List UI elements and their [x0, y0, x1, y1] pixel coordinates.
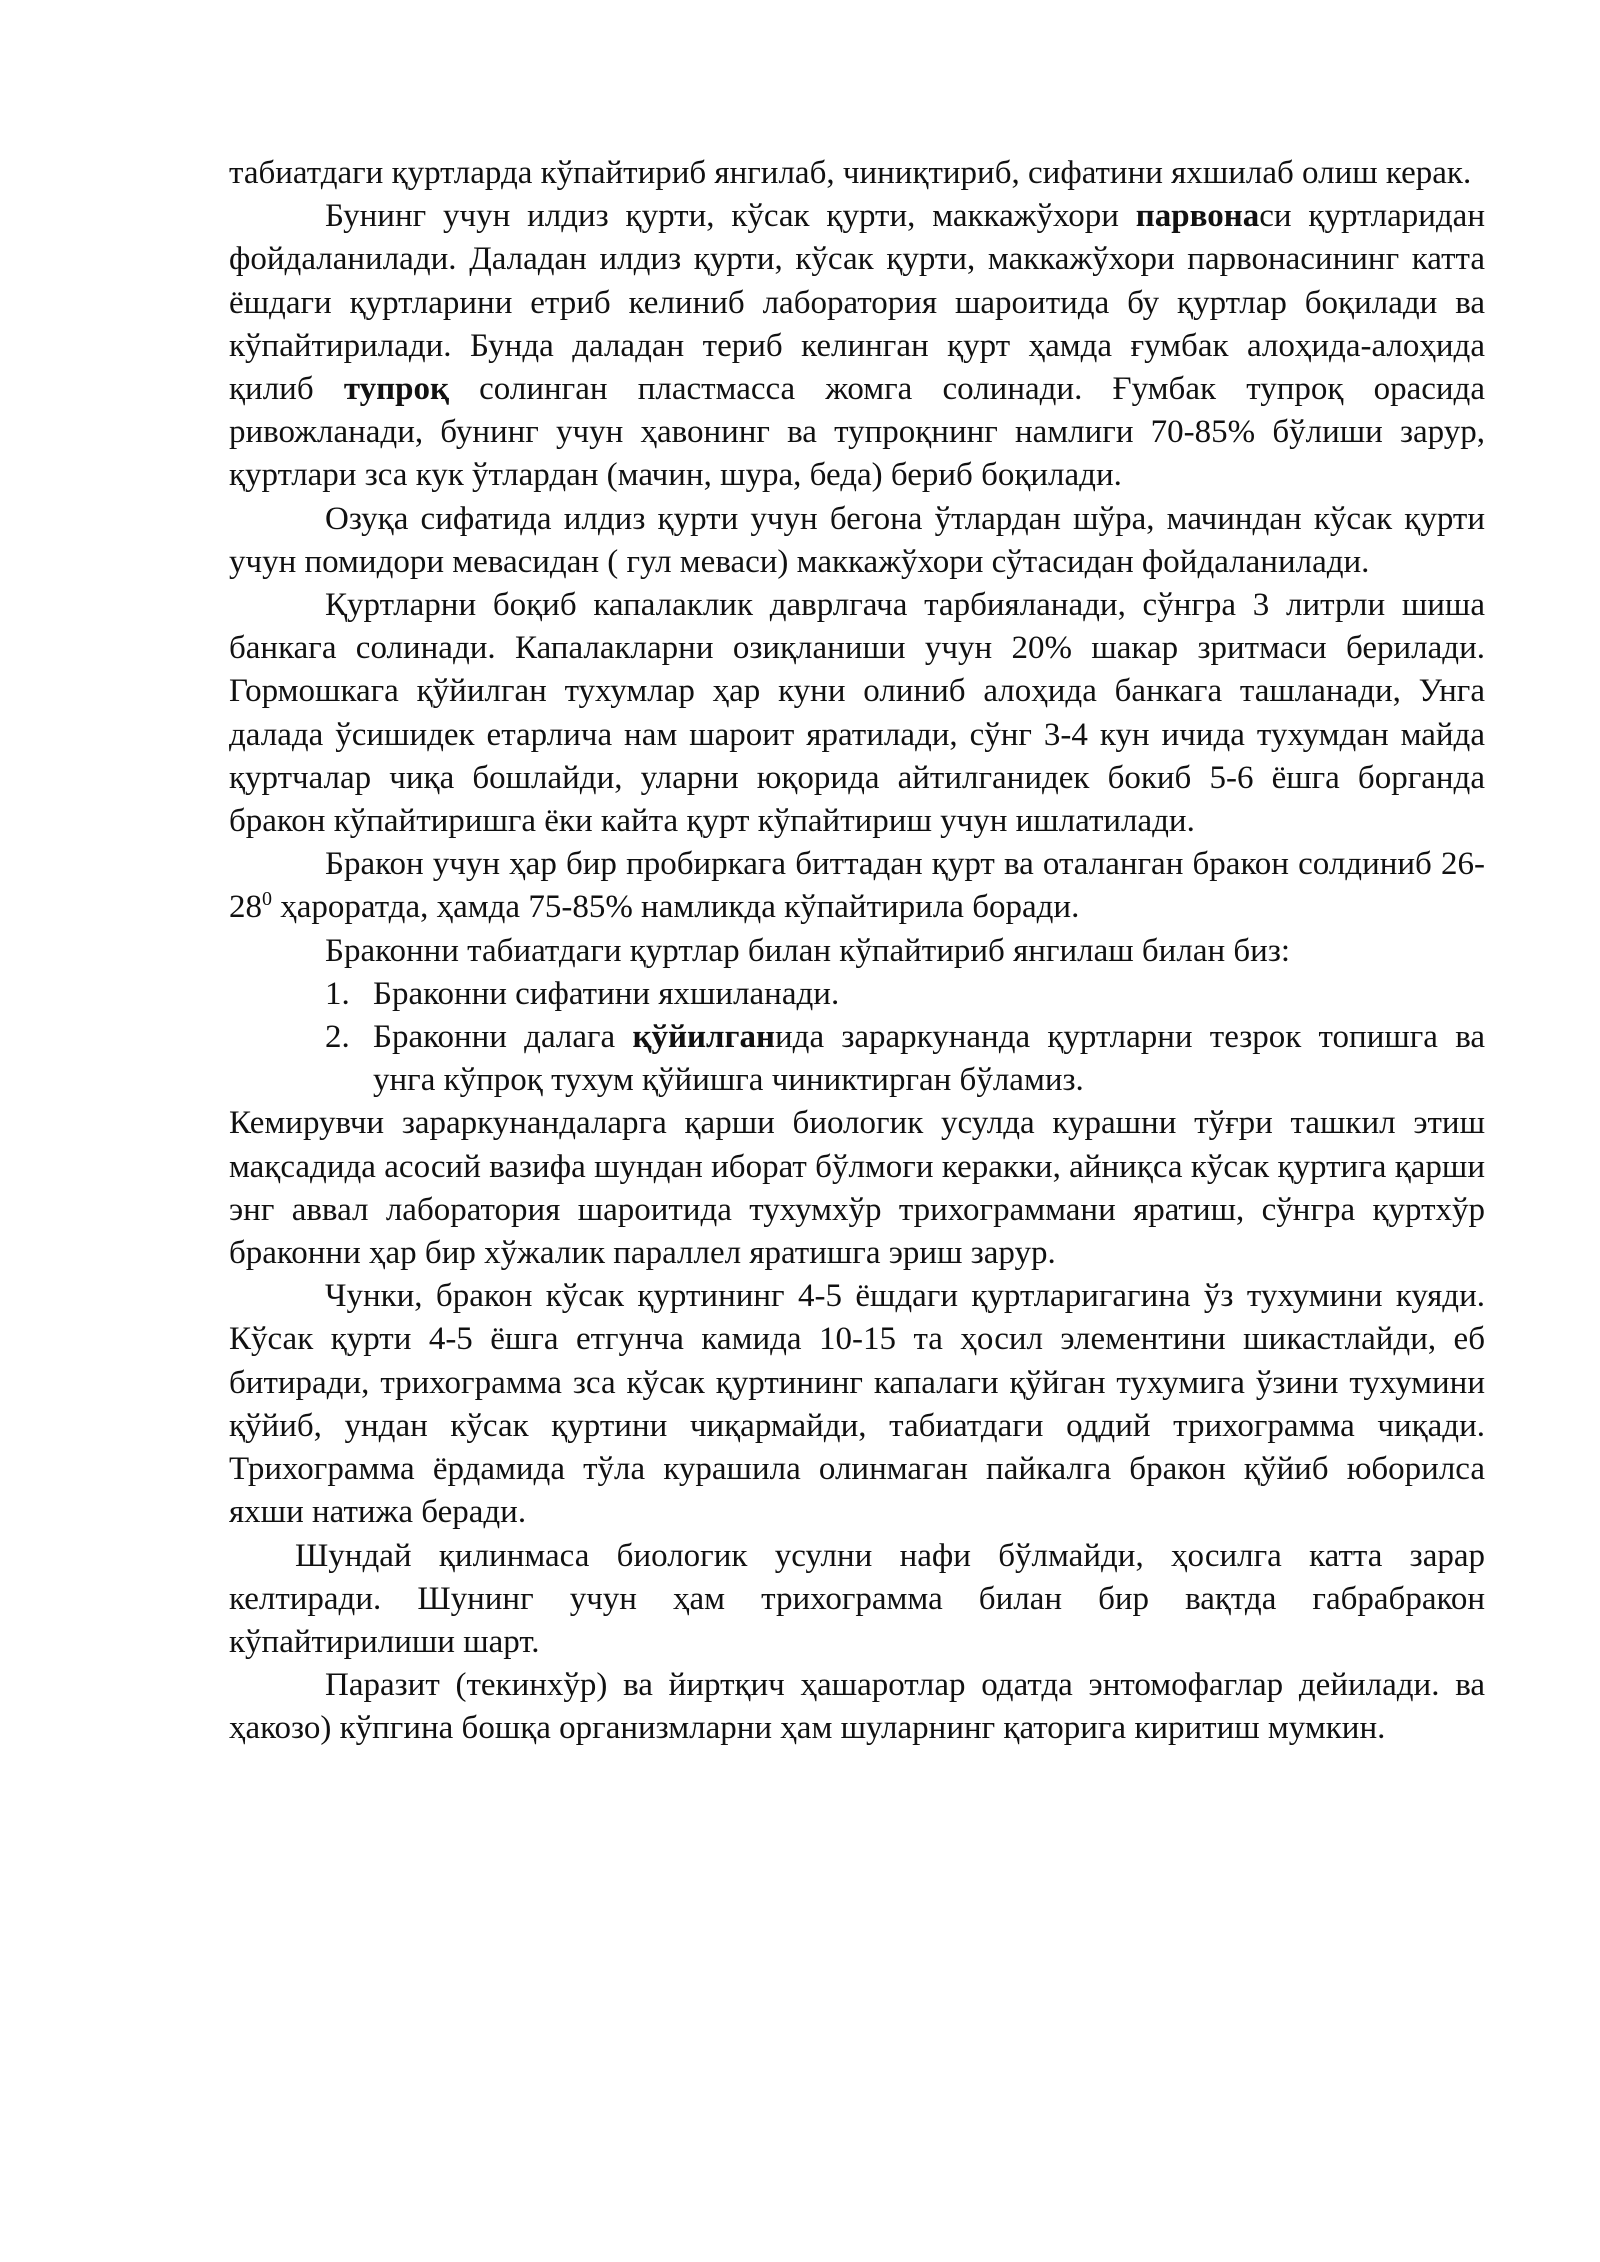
list-item-text-b: ида зараркунанда қуртларни тезрок топишга ва унга кўпроқ тухум қўйишга чиниктирган бўламиз. — [373, 1019, 1485, 1099]
paragraph-5-text-a: Бракон учун ҳар бир пробиркага биттадан қурт ва оталанган бракон солдиниб 26-28 — [229, 846, 1485, 926]
list-item-text: Браконни сифатини яхшиланади. — [373, 975, 840, 1012]
paragraph-6: Браконни табиатдаги қуртлар билан кўпайтириб янгилаш билан биз: — [325, 932, 1291, 969]
paragraph-2 — [229, 195, 1485, 497]
paragraph-2-text-e: солинган пластмасса жомга солинади. Ғумбак тупроқ орасида ривожланади, бунинг учун ҳавонинг ва тупроқнинг намлиги 70-85% бўлиши зарур, қуртлари зса кук ўтлардан (мачин, шура, беда) бериб боқилади. — [229, 371, 1485, 494]
paragraph-10: Паразит (текинхўр) ва йиртқич ҳашаротлар одатда энтомофаглар дейилади. ва ҳакозо) кўпгина бошқа организмларни ҳам шуларнинг қаторига киритиш мумкин. — [229, 1667, 1485, 1747]
paragraph-2-text-c: си қуртларидан фойдаланилади. Даладан илдиз қурти, кўсак қурти, маккажўхори парвонасининг катта ёшдаги қуртларини етриб келиниб лаборатория шароитида бу қуртлар боқилади ва кўпайтирилади. Бунда даладан териб келинган қурт ҳамда ғумбак алоҳида-алоҳида қилиб — [229, 198, 1485, 408]
paragraph-2-bold-b: тупроқ — [343, 371, 449, 408]
list-item — [229, 973, 1485, 1016]
paragraph-2-text-a: Бунинг учун илдиз қурти, кўсак қурти, маккажўхори — [325, 198, 1136, 235]
paragraph-5 — [229, 843, 1485, 929]
list-item — [229, 1016, 1485, 1102]
paragraph-2-bold-a: парвона — [1135, 198, 1260, 235]
numbered-list — [229, 973, 1485, 1103]
paragraph-9: Шундай қилинмаса биологик усулни нафи бўлмайди, ҳосилга катта зарар келтиради. Шунинг учун ҳам трихограмма билан бир вақтда габрабракон кўпайтирилиши шарт. — [229, 1537, 1485, 1660]
paragraph-1: табиатдаги қуртларда кўпайтириб янгилаб, чиниқтириб, сифатини яхшилаб олиш керак. — [229, 155, 1472, 191]
paragraph-7: Кемирувчи зараркунандаларга қарши биологик усулда курашни тўғри ташкил этиш мақсадида асосий вазифа шундан иборат бўлмоги керакки, айниқса кўсак қуртига қарши энг аввал лаборатория шароитида тухумхўр трихограммани яратиш, сўнгра қуртхўр браконни ҳар бир хўжалик параллел яратишга эриш зарур. — [229, 1105, 1485, 1272]
degree-superscript: 0 — [262, 888, 272, 911]
paragraph-3: Озуқа сифатида илдиз қурти учун бегона ўтлардан шўра, мачиндан кўсак қурти учун помидори мевасидан ( гул меваси) маккажўхори сўтасидан фойдаланилади. — [229, 500, 1485, 580]
list-item-text-a: Браконни далага — [373, 1019, 633, 1056]
paragraph-8: Чунки, бракон кўсак қуртининг 4-5 ёшдаги қуртларигагина ўз тухумини куяди. Кўсак қурти 4-5 ёшга етгунча камида 10-15 та ҳосил элементини шикастлайди, еб битиради, трихограмма зса кўсак қуртининг капалаги қўйган тухумига ўзини тухумини қўйиб, ундан кўсак қуртини чиқармайди, табиатдаги оддий трихограмма чиқади. Трихограмма ёрдамида тўла курашила олинмаган пайкалга бракон қўйиб юборилса яхши натижа беради. — [229, 1278, 1485, 1531]
list-item-number: 2. — [325, 1019, 350, 1056]
paragraph-5-text-b: ҳароратда, ҳамда 75-85% намликда кўпайтирила боради. — [272, 889, 1080, 926]
document-body — [229, 152, 1485, 1751]
paragraph-4: Қуртларни боқиб капалаклик даврлгача тарбияланади, сўнгра 3 литрли шиша банкага солинади. Капалакларни озиқланиши учун 20% шакар зритмаси берилади. Гормошкага қўйилган тухумлар ҳар куни олиниб алоҳида банкага ташланади, Унга далада ўсишидек етарлича нам шароит яратилади, сўнг 3-4 кун ичида тухумдан майда қуртчалар чиқа бошлайди, уларни юқорида айтилганидек бокиб 5-6 ёшга борганда бракон кўпайтиришга ёки кайта қурт кўпайтириш учун ишлатилади. — [229, 587, 1485, 840]
list-item-bold: қўйилган — [632, 1019, 776, 1056]
list-item-number: 1. — [325, 975, 350, 1012]
